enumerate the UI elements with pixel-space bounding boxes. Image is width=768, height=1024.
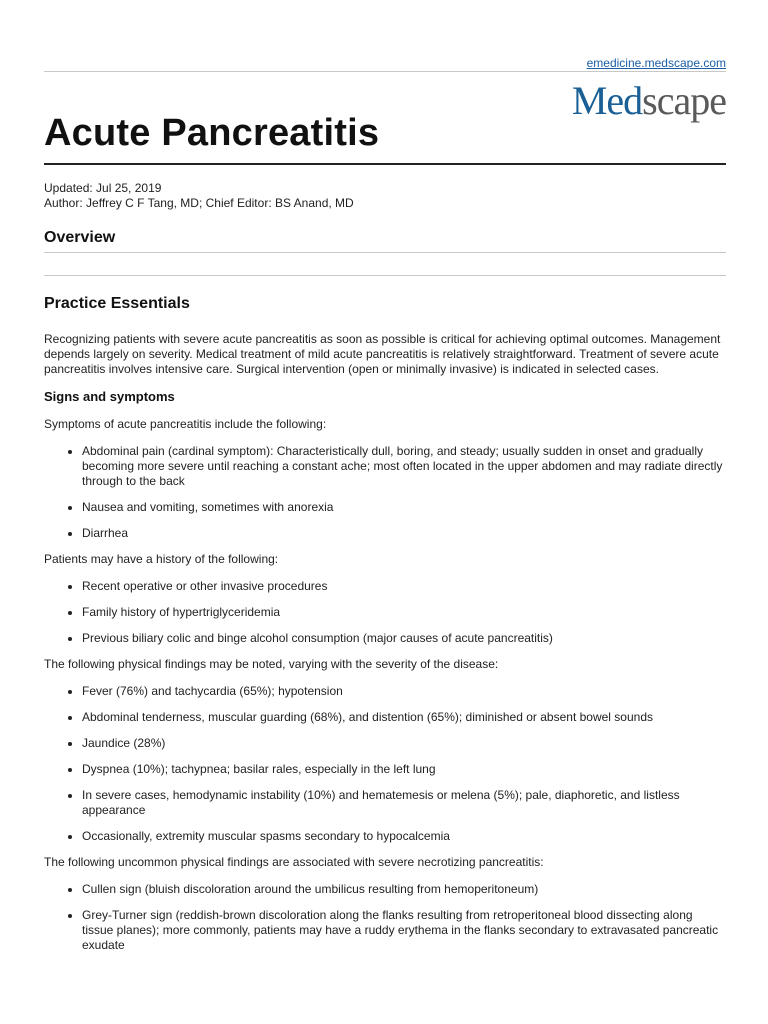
list-item: • Recent operative or other invasive procedures [82, 579, 726, 594]
overview-heading: Overview [44, 229, 116, 246]
article-title: Acute Pancreatitis [44, 112, 380, 154]
section-divider [44, 275, 726, 276]
list-item: • Previous biliary colic and binge alcohol consumption (major causes of acute pancreatitis) [82, 631, 726, 646]
medscape-logo: Medscape [571, 78, 726, 123]
list-item: • Grey-Turner sign (reddish-brown discoloration along the flanks resulting from retroperitoneal blood dissecting along tissue planes); more commonly, patients may have a ruddy erythema in the flanks secondary to extravasated pancreatic exudate [82, 908, 726, 953]
list-item: • Abdominal pain (cardinal symptom): Characteristically dull, boring, and steady; usually sudden in onset and gradually becoming more severe until reaching a constant ache; most often located in the upper abdomen and may radiate directly through to the back [82, 444, 726, 489]
physical-intro: The following physical findings may be noted, varying with the severity of the disease: [44, 657, 499, 671]
list-item: • Family history of hypertriglyceridemia [82, 605, 726, 620]
list-item: • Dyspnea (10%); tachypnea; basilar rales, especially in the left lung [82, 762, 726, 777]
source-link[interactable]: emedicine.medscape.com [586, 56, 726, 70]
header-divider [44, 71, 726, 72]
list-item: • Diarrhea [82, 526, 726, 541]
updated-date: Updated: Jul 25, 2019 [44, 181, 162, 195]
uncommon-findings-list [44, 882, 726, 953]
list-item: • Nausea and vomiting, sometimes with anorexia [82, 500, 726, 515]
list-item: • In severe cases, hemodynamic instability (10%) and hematemesis or melena (5%); pale, diaphoretic, and listless appearance [82, 788, 726, 818]
list-item: • Abdominal tenderness, muscular guarding (68%), and distention (65%); diminished or absent bowel sounds [82, 710, 726, 725]
list-item: • Fever (76%) and tachycardia (65%); hypotension [82, 684, 726, 699]
history-list [44, 579, 726, 646]
physical-findings-list [44, 684, 726, 844]
signs-symptoms-heading: Signs and symptoms [44, 389, 175, 404]
list-item: • Jaundice (28%) [82, 736, 726, 751]
intro-paragraph: Recognizing patients with severe acute pancreatitis as soon as possible is critical for achieving optimal outcomes. Management depends largely on severity. Medical treatment of mild acute pancreatitis is relatively straightforward. Treatment of severe acute pancreatitis involves intensive care. Surgical intervention (open or minimally invasive) is indicated in selected cases. [44, 332, 721, 376]
practice-essentials-heading: Practice Essentials [44, 295, 190, 312]
author-line: Author: Jeffrey C F Tang, MD; Chief Editor: BS Anand, MD [44, 196, 354, 210]
uncommon-intro: The following uncommon physical findings are associated with severe necrotizing pancreatitis: [44, 855, 544, 869]
symptoms-list [44, 444, 726, 541]
symptoms-intro: Symptoms of acute pancreatitis include the following: [44, 417, 327, 431]
title-divider [44, 163, 726, 165]
overview-divider [44, 252, 726, 253]
list-item: • Occasionally, extremity muscular spasms secondary to hypocalcemia [82, 829, 726, 844]
history-intro: Patients may have a history of the following: [44, 552, 279, 566]
article-body [44, 332, 726, 964]
article-meta [44, 181, 354, 211]
list-item: • Cullen sign (bluish discoloration around the umbilicus resulting from hemoperitoneum) [82, 882, 726, 897]
